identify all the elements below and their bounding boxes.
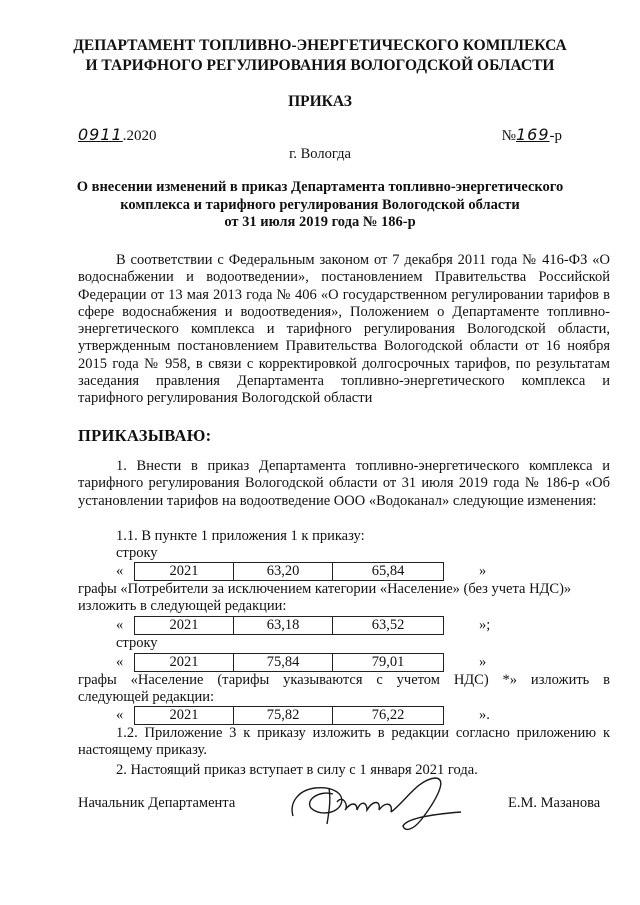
order-word: ПРИКАЗЫВАЮ: [78, 426, 212, 445]
tariff-row-3 [134, 653, 444, 672]
word-row-2: строку [116, 635, 158, 651]
row-4-value-1: 75,82 [234, 707, 333, 725]
subject-line3: от 31 июля 2019 года № 186-р [224, 214, 416, 230]
graph-2-line-2: следующей редакции: [78, 689, 215, 705]
handwritten-signature [285, 772, 465, 834]
row-2-value-1: 63,18 [234, 617, 333, 635]
item-1-2-paragraph: 1.2. Приложение 3 к приказу изложить в редакции согласно приложению к настоящему приказу. [78, 725, 610, 759]
number-handwritten: 169 [515, 125, 550, 144]
row-4-value-2: 76,22 [333, 707, 444, 725]
item-2-paragraph: 2. Настоящий приказ вступает в силу с 1 января 2021 года. [116, 762, 478, 778]
date-day-handwritten: 09 [78, 125, 101, 144]
item-1-1-text: 1.1. В пункте 1 приложения 1 к приказу: [116, 528, 365, 544]
quote-close-4: ». [479, 707, 490, 723]
row-1-year: 2021 [135, 563, 234, 581]
quote-open-4: « [116, 707, 124, 723]
row-3-year: 2021 [135, 654, 234, 672]
tariff-row-2 [134, 616, 444, 635]
quote-close-2: »; [479, 617, 491, 633]
signer-name: Е.М. Мазанова [508, 795, 601, 811]
signature-stroke-1 [292, 788, 342, 816]
document-date [78, 125, 156, 145]
signature-stroke-3 [391, 778, 461, 829]
subject-line2: комплекса и тарифного регулирования Вологодской области [120, 196, 520, 213]
row-2-year: 2021 [135, 617, 234, 635]
subject-line1: О внесении изменений в приказ Департамента топливно-энергетического [76, 179, 564, 195]
preamble-paragraph: В соответствии с Федеральным законом от 7 декабря 2011 года № 416-ФЗ «О водоснабжении и водоотведении», постановлением Правительства Российской Федерации от 13 мая 2013 года № 406 «О государственном регулировании тарифов в сфере водоснабжения и водоотведения», Положением о Департаменте топливно-энергетического комплекса и тарифного регулирования Вологодской области, утвержденным постановлением Правительства Вологодской области от 16 ноября 2015 года № 958, в связи с корректировкой долгосрочных тарифов, по результатам заседания правления Департамента топливно-энергетического комплекса и тарифного регулирования Вологодской области [78, 252, 610, 407]
signer-title: Начальник Департамента [78, 795, 236, 811]
row-3-value-1: 75,84 [234, 654, 333, 672]
row-4-year: 2021 [135, 707, 234, 725]
date-year: .2020 [122, 128, 157, 144]
number-prefix: № [501, 128, 516, 144]
signature-stroke-2 [327, 788, 391, 824]
tariff-row-4 [134, 706, 444, 725]
row-2-value-2: 63,52 [333, 617, 444, 635]
quote-close-1: » [479, 563, 487, 579]
graph-2-line-1: графы «Население (тарифы указываются с учетом НДС) *» изложить в [78, 672, 610, 688]
graph-1-line-2: изложить в следующей редакции: [78, 598, 287, 614]
document-number [502, 125, 562, 145]
city: г. Вологда [289, 146, 351, 162]
row-1-value-1: 63,20 [234, 563, 333, 581]
department-name-line2: И ТАРИФНОГО РЕГУЛИРОВАНИЯ ВОЛОГОДСКОЙ ОБЛАСТИ [85, 57, 555, 74]
word-row-1: строку [116, 545, 158, 561]
date-month-handwritten: 11 [100, 125, 123, 144]
number-suffix: -р [549, 128, 562, 144]
tariff-row-1 [134, 562, 444, 581]
department-name-line1: ДЕПАРТАМЕНТ ТОПЛИВНО-ЭНЕРГЕТИЧЕСКОГО КОМПЛЕКСА [73, 37, 567, 54]
item-1-paragraph: 1. Внести в приказ Департамента топливно-энергетического комплекса и тарифного регулирования Вологодской области от 31 июля 2019 года № 186-р «Об установлении тарифов на водоотведение ООО «Водоканал» следующие изменения: [78, 458, 610, 509]
quote-close-3: » [479, 654, 487, 670]
row-1-value-2: 65,84 [333, 563, 444, 581]
quote-open-1: « [116, 563, 124, 579]
graph-1-line-1: графы «Потребители за исключением категории «Население» (без учета НДС)» [78, 581, 572, 597]
order-subject [70, 179, 570, 232]
quote-open-2: « [116, 617, 124, 633]
quote-open-3: « [116, 654, 124, 670]
document-type-title: ПРИКАЗ [288, 93, 352, 110]
row-3-value-2: 79,01 [333, 654, 444, 672]
